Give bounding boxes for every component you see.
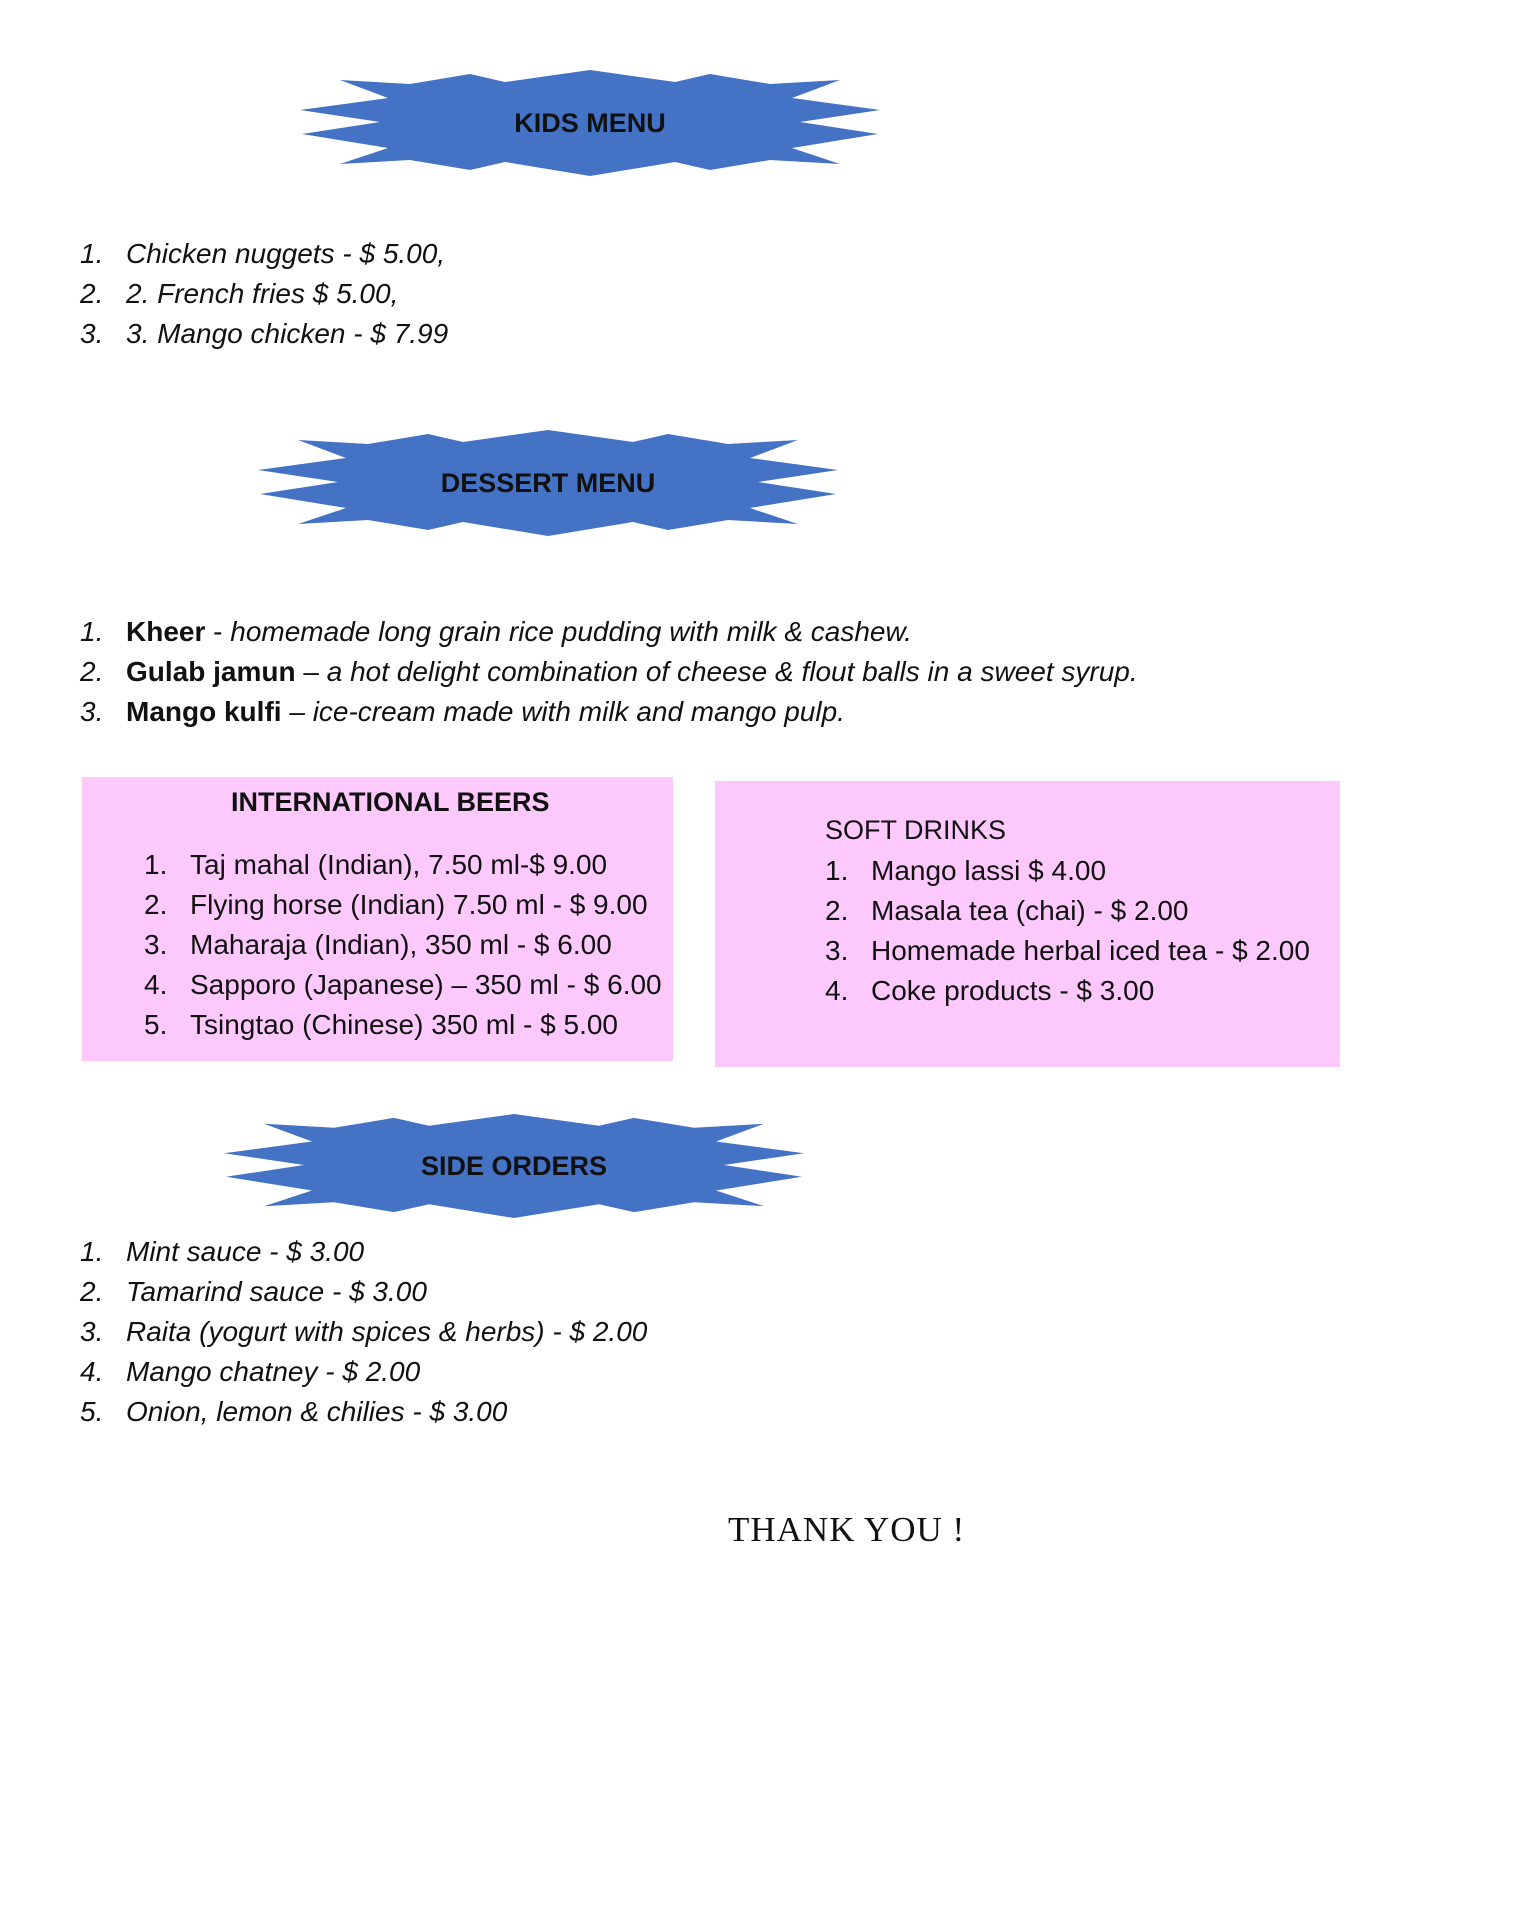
list-item: 3. Homemade herbal iced tea - $ 2.00 bbox=[825, 935, 1310, 966]
list-item: 3. Raita (yogurt with spices & herbs) - $ 2.00 bbox=[80, 1316, 648, 1347]
list-item: 1. Mango lassi $ 4.00 bbox=[825, 855, 1107, 886]
soft-drinks-list bbox=[825, 851, 1310, 1011]
beers-list bbox=[144, 845, 662, 1045]
list-item: 2. 2. French fries $ 5.00, bbox=[80, 278, 399, 309]
international-beers-title: INTERNATIONAL BEERS bbox=[231, 787, 550, 817]
list-item: 3. 3. Mango chicken - $ 7.99 bbox=[80, 318, 449, 349]
kids-menu-list bbox=[80, 234, 448, 354]
list-item: 4. Coke products - $ 3.00 bbox=[825, 975, 1155, 1006]
list-item: 1. Kheer - homemade long grain rice pudding with milk & cashew. bbox=[80, 616, 912, 647]
side-orders-title: SIDE ORDERS bbox=[420, 1150, 608, 1181]
list-item: 1. Taj mahal (Indian), 7.50 ml-$ 9.00 bbox=[144, 849, 608, 880]
kids-menu-title: KIDS MENU bbox=[514, 107, 666, 138]
side-orders-list bbox=[80, 1232, 647, 1432]
thank-you-text: THANK YOU ! bbox=[728, 1510, 966, 1549]
dessert-menu-banner bbox=[258, 430, 838, 536]
list-item: 1. Chicken nuggets - $ 5.00, bbox=[80, 238, 446, 269]
list-item: 5. Onion, lemon & chilies - $ 3.00 bbox=[80, 1396, 508, 1427]
side-orders-banner bbox=[224, 1114, 804, 1218]
dessert-menu-list bbox=[80, 612, 1138, 732]
kids-menu-banner bbox=[300, 70, 880, 176]
soft-drinks-box bbox=[715, 781, 1340, 1067]
list-item: 1. Mint sauce - $ 3.00 bbox=[80, 1236, 365, 1267]
list-item: 3. Mango kulfi – ice-cream made with milk and mango pulp. bbox=[80, 696, 845, 727]
international-beers-box bbox=[82, 777, 673, 1061]
list-item: 2. Flying horse (Indian) 7.50 ml - $ 9.00 bbox=[144, 889, 648, 920]
list-item: 4. Mango chatney - $ 2.00 bbox=[80, 1356, 421, 1387]
list-item: 3. Maharaja (Indian), 350 ml - $ 6.00 bbox=[144, 929, 612, 960]
list-item: 2. Tamarind sauce - $ 3.00 bbox=[80, 1276, 427, 1307]
list-item: 2. Masala tea (chai) - $ 2.00 bbox=[825, 895, 1189, 926]
list-item: 5. Tsingtao (Chinese) 350 ml - $ 5.00 bbox=[144, 1009, 618, 1040]
list-item: 4. Sapporo (Japanese) – 350 ml - $ 6.00 bbox=[144, 969, 662, 1000]
soft-drinks-title: SOFT DRINKS bbox=[825, 815, 1007, 845]
dessert-menu-title: DESSERT MENU bbox=[440, 467, 656, 498]
list-item: 2. Gulab jamun – a hot delight combination of cheese & flout balls in a sweet syrup. bbox=[80, 656, 1138, 687]
